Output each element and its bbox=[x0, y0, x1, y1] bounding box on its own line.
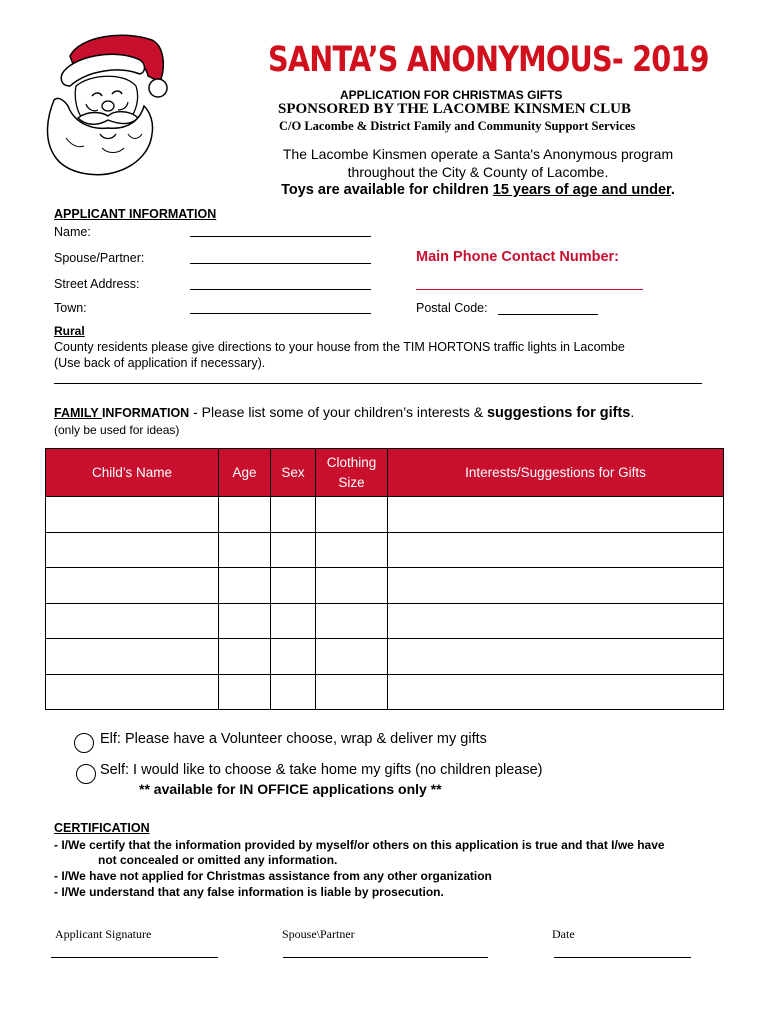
family-section-heading: FAMILY INFORMATION - Please list some of your children’s interests & suggestions for gifts. bbox=[54, 404, 635, 421]
interests-cell[interactable] bbox=[388, 674, 724, 710]
applicant-signature-label: Applicant Signature bbox=[55, 927, 152, 941]
age-cell[interactable] bbox=[219, 568, 271, 604]
applicant-signature-field[interactable] bbox=[51, 957, 218, 958]
name-label: Name: bbox=[54, 225, 91, 239]
interests-cell[interactable] bbox=[388, 532, 724, 568]
table-row bbox=[46, 639, 724, 675]
santa-face-icon bbox=[32, 30, 172, 180]
child-name-cell[interactable] bbox=[46, 639, 219, 675]
table-row bbox=[46, 497, 724, 533]
care-of-line: C/O Lacombe & District Family and Community Support Services bbox=[279, 119, 636, 133]
child-name-cell[interactable] bbox=[46, 532, 219, 568]
clothing-size-cell[interactable] bbox=[316, 603, 388, 639]
postal-code-label: Postal Code: bbox=[416, 301, 488, 315]
form-title: SANTA’S ANONYMOUS- 2019 bbox=[268, 40, 709, 80]
age-cell[interactable] bbox=[219, 674, 271, 710]
sponsor-line: SPONSORED BY THE LACOMBE KINSMEN CLUB bbox=[278, 101, 631, 117]
child-name-cell[interactable] bbox=[46, 568, 219, 604]
family-table bbox=[45, 448, 724, 710]
interests-cell[interactable] bbox=[388, 497, 724, 533]
sex-cell[interactable] bbox=[271, 639, 316, 675]
sex-cell[interactable] bbox=[271, 674, 316, 710]
sex-cell[interactable] bbox=[271, 603, 316, 639]
sex-cell[interactable] bbox=[271, 532, 316, 568]
age-cell[interactable] bbox=[219, 603, 271, 639]
rural-directions-line-1: County residents please give directions to your house from the TIM HORTONS traffic lights in Lacombe bbox=[54, 340, 625, 354]
interests-cell[interactable] bbox=[388, 639, 724, 675]
elf-option-label: Elf: Please have a Volunteer choose, wrap & deliver my gifts bbox=[100, 731, 487, 747]
certification-line-1b: not concealed or omitted any information. bbox=[98, 853, 338, 867]
sex-cell[interactable] bbox=[271, 568, 316, 604]
rural-directions-field[interactable] bbox=[54, 383, 702, 384]
certification-line-3: - I/We understand that any false information is liable by prosecution. bbox=[54, 885, 444, 899]
certification-line-1: - I/We certify that the information provided by myself/or others on this application is true and that I/we have bbox=[54, 838, 665, 852]
table-row bbox=[46, 674, 724, 710]
table-row bbox=[46, 603, 724, 639]
spouse-field[interactable] bbox=[190, 263, 371, 264]
intro-line-2: throughout the City & County of Lacombe. bbox=[347, 164, 609, 180]
certification-line-2: - I/We have not applied for Christmas assistance from any other organization bbox=[54, 869, 492, 883]
clothing-size-cell[interactable] bbox=[316, 568, 388, 604]
col-interests: Interests/Suggestions for Gifts bbox=[388, 449, 724, 497]
date-label: Date bbox=[552, 927, 575, 941]
postal-code-field[interactable] bbox=[498, 314, 598, 315]
child-name-cell[interactable] bbox=[46, 674, 219, 710]
child-name-cell[interactable] bbox=[46, 497, 219, 533]
age-cell[interactable] bbox=[219, 532, 271, 568]
form-subtitle: APPLICATION FOR CHRISTMAS GIFTS bbox=[340, 88, 563, 102]
table-row bbox=[46, 532, 724, 568]
sex-cell[interactable] bbox=[271, 497, 316, 533]
spouse-signature-label: Spouse\Partner bbox=[282, 927, 355, 941]
phone-label: Main Phone Contact Number: bbox=[416, 249, 620, 265]
street-label: Street Address: bbox=[54, 277, 140, 291]
col-sex: Sex bbox=[271, 449, 316, 497]
phone-field[interactable] bbox=[416, 289, 643, 290]
age-cell[interactable] bbox=[219, 639, 271, 675]
col-clothing-size: Clothing Size bbox=[316, 449, 388, 497]
street-field[interactable] bbox=[190, 289, 371, 290]
town-field[interactable] bbox=[190, 313, 371, 314]
table-row bbox=[46, 568, 724, 604]
town-label: Town: bbox=[54, 301, 87, 315]
in-office-note: ** available for IN OFFICE applications only ** bbox=[139, 781, 442, 797]
certification-heading: CERTIFICATION bbox=[54, 821, 150, 835]
intro-line-1: The Lacombe Kinsmen operate a Santa's Anonymous program bbox=[282, 146, 674, 162]
clothing-size-cell[interactable] bbox=[316, 532, 388, 568]
interests-cell[interactable] bbox=[388, 568, 724, 604]
rural-heading: Rural bbox=[54, 324, 85, 338]
self-option-radio[interactable] bbox=[76, 764, 96, 784]
clothing-size-cell[interactable] bbox=[316, 674, 388, 710]
age-eligibility: Toys are available for children 15 years of age and under. bbox=[281, 182, 675, 198]
col-child-name: Child’s Name bbox=[46, 449, 219, 497]
spouse-label: Spouse/Partner: bbox=[54, 251, 145, 265]
spouse-signature-field[interactable] bbox=[283, 957, 488, 958]
interests-cell[interactable] bbox=[388, 603, 724, 639]
family-note: (only be used for ideas) bbox=[54, 423, 180, 437]
elf-option-radio[interactable] bbox=[74, 733, 94, 753]
child-name-cell[interactable] bbox=[46, 603, 219, 639]
clothing-size-cell[interactable] bbox=[316, 639, 388, 675]
date-field[interactable] bbox=[554, 957, 691, 958]
rural-directions-line-2: (Use back of application if necessary). bbox=[54, 356, 266, 370]
age-cell[interactable] bbox=[219, 497, 271, 533]
name-field[interactable] bbox=[190, 236, 371, 237]
self-option-label: Self: I would like to choose & take home my gifts (no children please) bbox=[100, 762, 543, 778]
col-age: Age bbox=[219, 449, 271, 497]
clothing-size-cell[interactable] bbox=[316, 497, 388, 533]
applicant-section-heading: APPLICANT INFORMATION bbox=[54, 207, 217, 221]
